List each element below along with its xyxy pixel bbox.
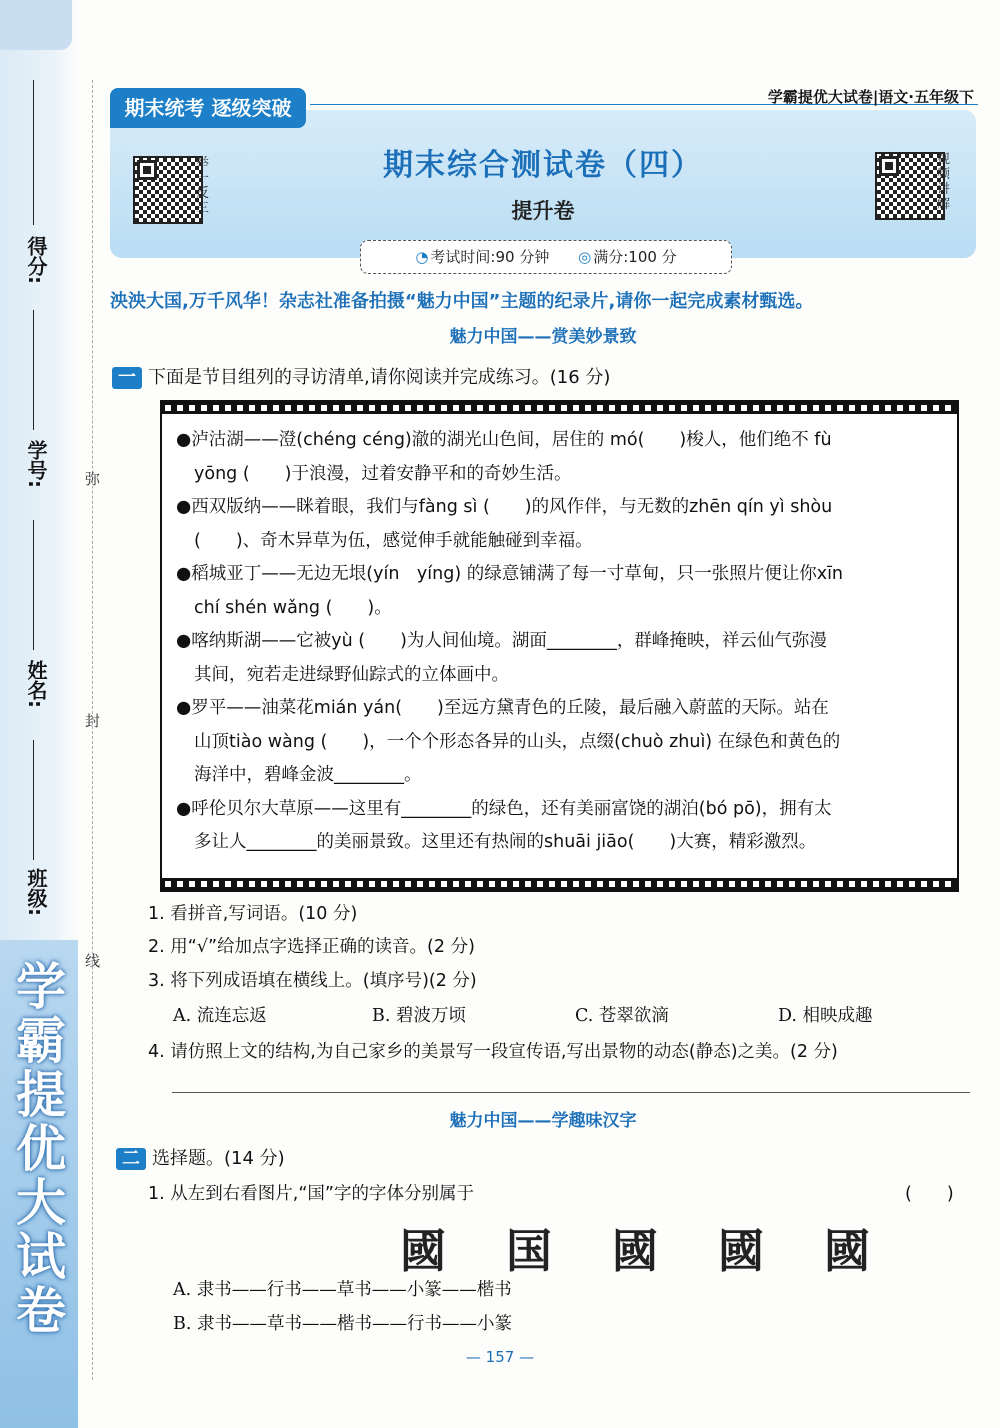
- subquestion-1: 1. 看拼音,写词语。(10 分): [148, 904, 358, 924]
- film-edge-bottom: [162, 878, 957, 890]
- name-label: 姓名:: [24, 660, 48, 708]
- q2-option-a: A. 隶书——行书——草书——小篆——楷书: [173, 1280, 512, 1300]
- list-line: ●泸沽湖——澄(chéng céng)澈的湖光山色间，居住的 mó( )梭人，他们绝不 fù: [176, 430, 832, 450]
- list-line: 海洋中，碧峰金波________。: [194, 765, 422, 785]
- guo-character-images: 國 国 國 國 國: [400, 1224, 893, 1278]
- film-edge-top: [162, 402, 957, 414]
- name-line: [33, 520, 34, 650]
- list-line: 其间，宛若走进绿野仙踪式的立体画中。: [194, 664, 509, 685]
- option-c: C. 苍翠欲滴: [575, 1006, 669, 1026]
- qr-left-label: 举一反三: [196, 156, 210, 216]
- option-a: A. 流连忘返: [173, 1006, 267, 1026]
- clock-icon: ◔: [415, 248, 429, 266]
- page-title: 期末综合测试卷（四）: [383, 148, 703, 183]
- list-line: ●西双版纳——眯着眼，我们与fàng sì ( )的风作伴，与无数的zhēn qín yì shòu: [176, 497, 833, 517]
- seal-char-mi: 弥: [85, 470, 101, 488]
- answer-line[interactable]: [172, 1092, 970, 1093]
- list-line: ( )、奇木异草为伍，感觉伸手就能触碰到幸福。: [194, 530, 593, 551]
- visit-list-box: [160, 400, 959, 892]
- qr-right-label: 视频讲解: [937, 152, 951, 212]
- section1-title: 魅力中国——赏美妙景致: [449, 327, 637, 347]
- student-id-line: [33, 310, 34, 430]
- title-banner: [110, 110, 976, 258]
- question-2-heading: [116, 1144, 285, 1170]
- exam-tag: 期末统考 逐级突破: [110, 88, 306, 128]
- subquestion-2: 2. 用“√”给加点字选择正确的读音。(2 分): [148, 937, 475, 957]
- check-icon: ◎: [578, 248, 592, 266]
- list-line: ●喀纳斯湖——它被yù ( )为人间仙境。湖面________，群峰掩映，祥云仙气弥漫: [176, 631, 827, 651]
- q2-option-b: B. 隶书——草书——楷书——行书——小篆: [173, 1314, 512, 1334]
- page-subtitle: 提升卷: [511, 199, 575, 223]
- score-field-label: 得分:: [24, 236, 48, 284]
- score-field-line: [33, 80, 34, 225]
- series-title: 学霸提优大试卷|语文·五年级下: [767, 88, 974, 106]
- list-line: yōng ( )于浪漫，过着安静平和的奇妙生活。: [194, 463, 572, 484]
- intro-text: 泱泱大国,万千风华！杂志社准备拍摄“魅力中国”主题的纪录片,请你一起完成素材甄选。: [110, 291, 814, 312]
- option-b: B. 碧波万顷: [372, 1006, 466, 1026]
- question-2-text: 选择题。(14 分): [152, 1148, 285, 1169]
- option-d: D. 相映成趣: [778, 1006, 873, 1026]
- exam-info-box: [360, 240, 732, 274]
- list-line: ●稻城亚丁——无边无垠(yín yíng) 的绿意铺满了每一寸草甸，只一张照片便让你xīn: [176, 564, 844, 584]
- list-line: ●罗平——油菜花mián yán( )至远方黛青色的丘陵，最后融入蔚蓝的天际。站在: [176, 698, 829, 718]
- full-score: 满分:100 分: [593, 248, 677, 266]
- q2-item-1: 1. 从左到右看图片,“国”字的字体分别属于: [148, 1184, 474, 1204]
- question-2-number: 二: [116, 1148, 146, 1170]
- question-1-text: 下面是节目组列的寻访清单,请你阅读并完成练习。(16 分): [148, 367, 611, 388]
- subquestion-3: 3. 将下列成语填在横线上。(填序号)(2 分): [148, 971, 477, 991]
- list-line: 多让人________的美丽景致。这里还有热闹的shuāi jiāo( )大赛，精彩激烈。: [194, 832, 817, 852]
- seal-char-feng: 封: [85, 712, 101, 730]
- list-line: 山顶tiào wàng ( )，一个个形态各异的山头，点缀(chuò zhuì) 在绿色和黄色的: [194, 731, 841, 752]
- exam-time: 考试时间:90 分钟: [430, 248, 550, 266]
- question-1-number: 一: [112, 367, 142, 389]
- binding-strip-top: [0, 0, 72, 50]
- q2-item-1-answer[interactable]: ( ): [905, 1184, 954, 1204]
- section2-title: 魅力中国——学趣味汉字: [449, 1111, 637, 1131]
- class-label: 班级:: [24, 868, 48, 916]
- list-line: chí shén wǎng ( )。: [194, 597, 392, 618]
- student-id-label: 学号:: [24, 440, 48, 488]
- question-1-heading: [112, 363, 610, 389]
- seal-char-xian: 线: [85, 952, 101, 970]
- subquestion-4: 4. 请仿照上文的结构,为自己家乡的美景写一段宣传语,写出景物的动态(静态)之美。(2 分): [148, 1042, 838, 1062]
- list-line: ●呼伦贝尔大草原——这里有________的绿色，还有美丽富饶的湖泊(bó pō)，拥有太: [176, 798, 832, 819]
- class-line: [33, 740, 34, 860]
- brand-logo-text: 学霸提优大试卷: [8, 960, 66, 1338]
- page-number: — 157 —: [465, 1348, 535, 1366]
- visit-list-content: [176, 424, 947, 860]
